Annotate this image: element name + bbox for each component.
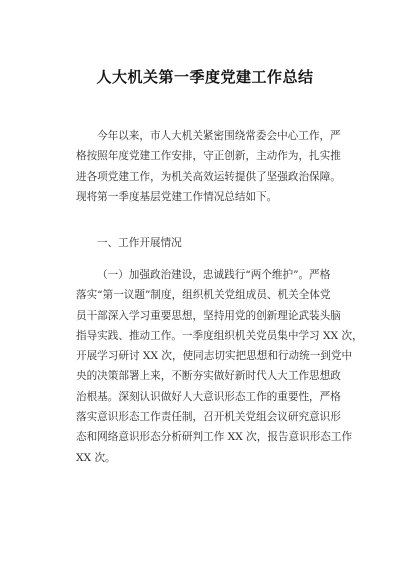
paragraph-line: 今年以来，市人大机关紧密围绕常委会中心工作，严 <box>97 130 341 142</box>
paragraph-line: 指导实践、推动工作。一季度组织机关党员集中学习 XX 次， <box>76 329 363 342</box>
paragraph-line: 落实意识形态工作责任制，召开机关党组会议研究意识形 <box>76 411 341 424</box>
paragraph-line: 态和网络意识形态分析研判工作 XX 次，报告意识形态工作 <box>76 431 353 444</box>
paragraph-line: 现将第一季度基层党建工作情况总结如下。 <box>76 190 278 203</box>
intro-paragraph <box>76 126 358 207</box>
paragraph-line: 员干部深入学习重要思想，坚持用党的创新理论武装头脑 <box>76 309 341 322</box>
paragraph-line: XX 次。 <box>76 451 116 464</box>
paragraph-line: 开展学习研讨 XX 次，使同志切实把思想和行动统一到党中 <box>76 350 353 363</box>
paragraph-line: 格按照年度党建工作安排，守正创新，主动作为，扎实推 <box>76 150 341 163</box>
section-one-paragraph <box>76 265 363 468</box>
paragraph-line: （一）加强政治建设，忠诚践行“两个维护”。严格 <box>97 269 331 281</box>
paragraph-line: 进各项党建工作，为机关高效运转提供了坚强政治保障。 <box>76 170 341 183</box>
section-heading: 一、工作开展情况 <box>97 237 182 249</box>
paragraph-line: 央的决策部署上来，不断夯实做好新时代人大工作思想政 <box>76 370 341 383</box>
paragraph-line: 治根基。深刻认识做好人大意识形态工作的重要性，严格 <box>76 390 341 403</box>
paragraph-line: 落实“第一议题”制度，组织机关党组成员、机关全体党 <box>76 289 331 302</box>
document-title: 人大机关第一季度党建工作总结 <box>96 68 314 86</box>
